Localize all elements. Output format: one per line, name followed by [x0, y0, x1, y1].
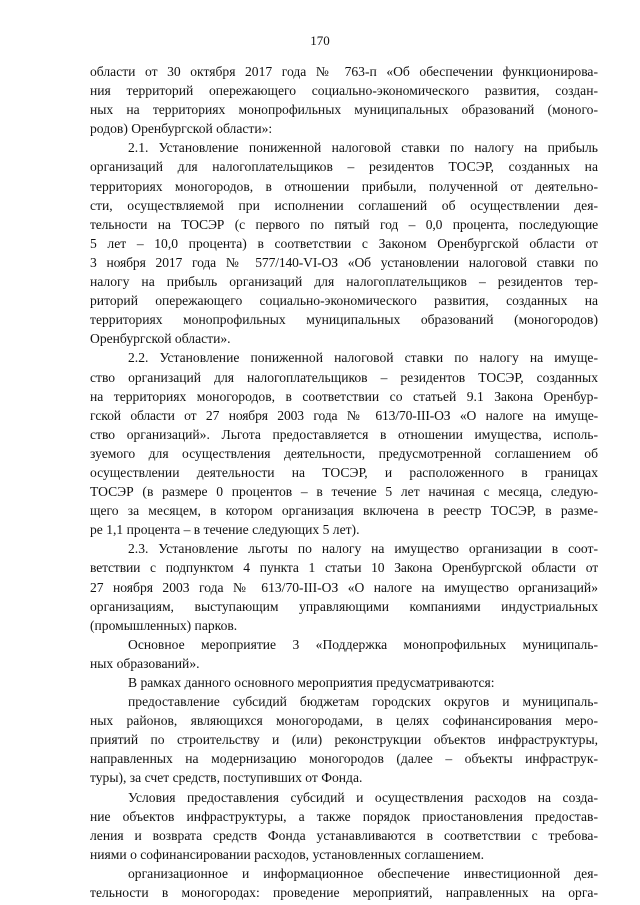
text-line: риторий опережающего социально-экономического развития, созданных на: [90, 293, 598, 309]
text-line: области от 30 октября 2017 года № 763-п «Об обеспечении функционирова-: [90, 64, 598, 79]
text-line: щего за месяцем, в котором организация включена в реестр ТОСЭР, в разме-: [90, 503, 598, 519]
provisions-intro: В рамках данного основного мероприятия предусматриваются:: [128, 675, 495, 690]
text-line: гской области от 27 ноября 2003 года № 613/70-III-ОЗ «О налоге на имуще-: [90, 407, 598, 423]
paragraph-2-3-start: 2.3. Установление льготы по налогу на имущество организации в соот-: [128, 541, 598, 557]
main-activity-3-heading: Основное мероприятие 3 «Поддержка монопрофильных муниципаль-: [128, 636, 598, 652]
text-line: (промышленных) парков.: [90, 617, 238, 633]
text-line: ния территорий опережающего социально-экономического развития, создан-: [90, 83, 598, 99]
page-number: 170: [310, 33, 330, 48]
text-line: сти, осуществляемой при исполнении соглашений об осуществлении дея-: [90, 197, 598, 213]
document-body: [90, 62, 598, 902]
paragraph-2-2-start: 2.2. Установление пониженной налоговой ставки по налогу на имуще-: [128, 350, 598, 366]
text-line: налогу на прибыль организаций для налогоплательщиков – резидентов тер-: [90, 274, 598, 290]
text-line: Оренбургской области».: [90, 331, 231, 347]
text-line: ние объектов инфраструктуры, а также порядок приостановления предостав-: [90, 808, 598, 824]
text-line: тельности в моногородах: проведение мероприятий, направленных на орга-: [90, 885, 598, 901]
text-line: 3 ноября 2017 года № 577/140-VI-ОЗ «Об установлении налоговой ставки по: [90, 254, 598, 270]
text-line: ных образований».: [90, 655, 200, 671]
text-line: направленных на модернизацию моногородов (далее – объекты инфраструк-: [90, 751, 598, 767]
text-line: ниями о софинансировании расходов, установленных соглашением.: [90, 846, 485, 862]
text-line: ТОСЭР (в размере 0 процентов – в течение 5 лет начиная с месяца, следую-: [90, 484, 598, 500]
text-line: ления и возврата средств Фонда устанавливаются в соответствии с требова-: [90, 827, 598, 843]
text-line: территориях монопрофильных муниципальных образований (моногородов): [90, 312, 598, 328]
text-line: ных районов, являющихся моногородами, в целях софинансирования меро-: [90, 713, 598, 729]
text-line: территориях моногородов, в отношении прибыли, полученной от деятельно-: [90, 178, 598, 194]
text-line: ство организаций для налогоплательщиков – резидентов ТОСЭР, созданных: [90, 369, 598, 385]
text-line: ре 1,1 процента – в течение следующих 5 лет).: [90, 522, 360, 538]
text-line: приятий по строительству и (или) реконструкции объектов инфраструктуры,: [90, 732, 598, 748]
text-line: ных на территориях монопрофильных муниципальных образований (моного-: [90, 102, 598, 118]
text-line: 5 лет – 10,0 процента) в соответствии с Законом Оренбургской области от: [90, 235, 598, 251]
text-line: ство организаций». Льгота предоставляется в отношении имущества, исполь-: [90, 426, 598, 442]
text-line: осуществлении деятельности на ТОСЭР, и расположенного в границах: [90, 464, 598, 480]
text-line: туры), за счет средств, поступивших от Фонда.: [90, 770, 363, 786]
text-line: организаций для налогоплательщиков – резидентов ТОСЭР, созданных на: [90, 159, 598, 175]
text-line: родов) Оренбургской области»:: [90, 121, 273, 137]
text-line: на территориях моногородов, в соответствии со статьей 9.1 Закона Оренбур-: [90, 388, 598, 404]
conditions-paragraph-start: Условия предоставления субсидий и осуществления расходов на созда-: [128, 789, 598, 805]
text-line: организациям, выступающим управляющими компаниями индустриальных: [90, 598, 598, 614]
paragraph-2-1-start: 2.1. Установление пониженной налоговой ставки по налогу на прибыль: [128, 140, 598, 156]
text-line: 27 ноября 2003 года № 613/70-III-ОЗ «О налоге на имущество организаций»: [90, 579, 598, 595]
subsidies-item-start: предоставление субсидий бюджетам городских округов и муниципаль-: [128, 694, 598, 710]
text-line: ветствии с подпунктом 4 пункта 1 статьи 10 Закона Оренбургской области от: [90, 560, 598, 576]
text-line: тельности на ТОСЭР (с первого по пятый год – 0,0 процента, последующие: [90, 216, 598, 232]
text-line: зуемого для осуществления деятельности, предусмотренной соглашением об: [90, 445, 598, 461]
organizational-support-start: организационное и информационное обеспечение инвестиционной дея-: [128, 865, 598, 881]
